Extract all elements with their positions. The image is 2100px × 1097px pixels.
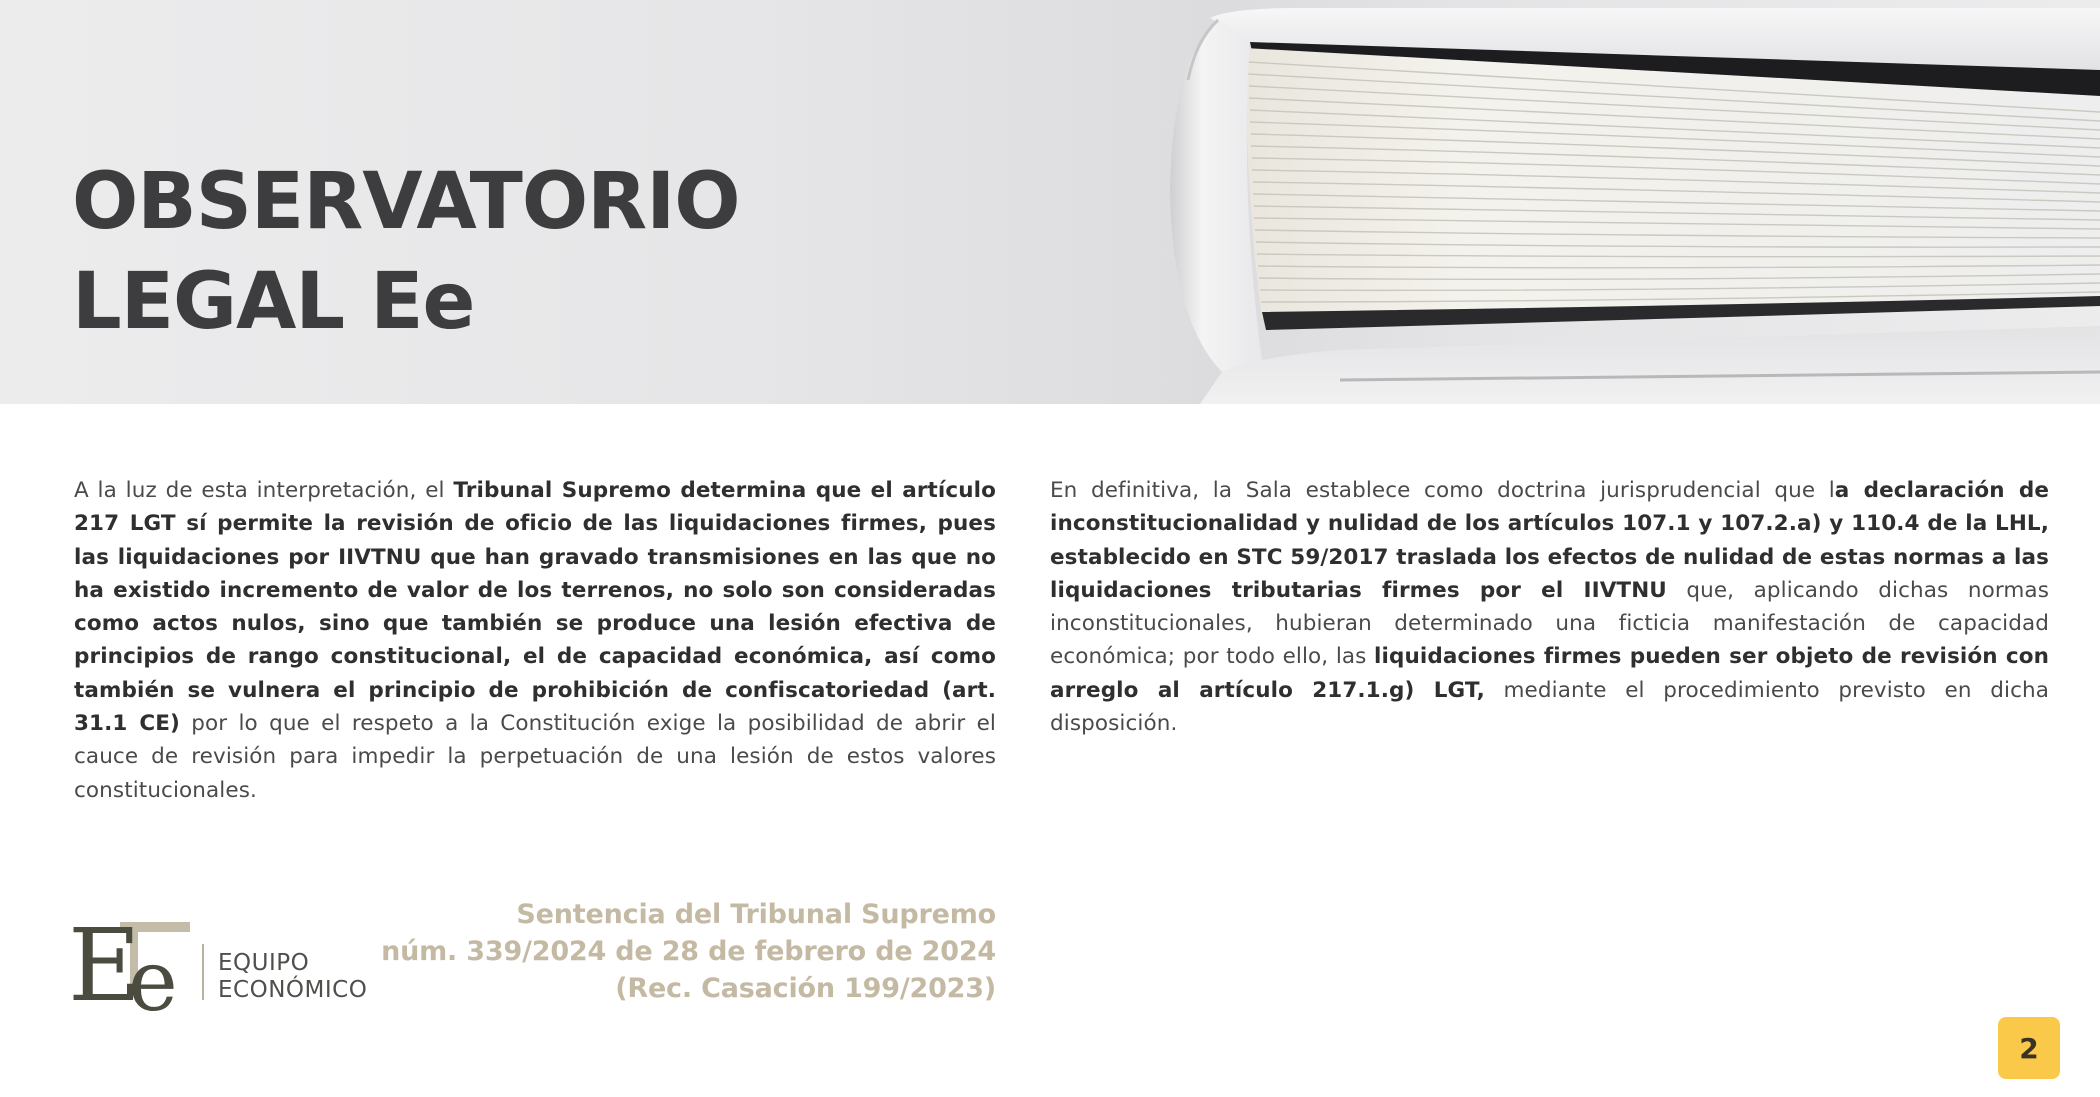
svg-text:e: e — [128, 932, 178, 1012]
case-citation — [380, 896, 996, 1007]
left-bold-segment: Tribunal Supremo determina que el artículo 217 LGT sí permite la revisión de oficio de las liquidaciones firmes, pues las liquidaciones por IIVTNU que han gravado transmisiones en las que no ha existido incremento de valor de los terrenos, no solo son consideradas como actos nulos, sino que también se produce una lesión efectiva de principios de rango constitucional, el de capacidad económica, así como también se vulnera el principio de prohibición de confiscatoriedad (art. 31.1 CE) — [74, 478, 996, 737]
left-text-segment: A la luz de esta interpretación, el — [74, 478, 454, 503]
right-bold-segment: liquidaciones firmes pueden ser objeto de revisión con arreglo al artículo 217.1.g) LGT, — [1050, 644, 2049, 703]
logo-divider — [202, 944, 204, 1000]
right-text-segment: En definitiva, la Sala establece como doctrina jurisprudencial que l — [1050, 478, 1835, 503]
logo-line-2: ECONÓMICO — [218, 977, 368, 1003]
title-line-1: OBSERVATORIO — [72, 157, 740, 247]
right-bold-segment: a declaración de inconstitucionalidad y nulidad de los artículos 107.1 y 107.2.a) y 110.4 de la LHL, establecido en STC 59/2017 traslada los efectos de nulidad de estas normas a las liquidaciones tributarias firmes por el IIVTNU — [1050, 478, 2050, 603]
left-text-segment: por lo que el respeto a la Constitución exige la posibilidad de abrir el cauce de revisión para impedir la perpetuación de una lesión de estos valores constitucionales. — [74, 711, 996, 803]
page-number-badge: 2 — [1998, 1017, 2060, 1079]
citation-line-2: núm. 339/2024 de 28 de febrero de 2024 — [381, 936, 996, 967]
page-title — [72, 152, 740, 352]
svg-text:E: E — [68, 908, 141, 1012]
logo-line-1: EQUIPO — [218, 950, 310, 976]
right-text-segment: mediante el procedimiento previsto en dicha disposición. — [1050, 677, 2049, 737]
hero-banner — [0, 0, 2100, 404]
right-text-segment: que, aplicando dichas normas inconstitucionales, hubieran determinado una ficticia manifestación de capacidad económica; por todo ello, las — [1050, 577, 2049, 670]
title-line-2: LEGAL Ee — [72, 257, 475, 347]
right-column-paragraph — [1050, 474, 2049, 740]
ee-monogram-logo-icon — [68, 908, 198, 1012]
citation-line-1: Sentencia del Tribunal Supremo — [516, 899, 996, 930]
citation-line-3: (Rec. Casación 199/2023) — [615, 973, 996, 1004]
logo-wordmark — [218, 950, 367, 1004]
left-column-paragraph — [74, 474, 996, 807]
